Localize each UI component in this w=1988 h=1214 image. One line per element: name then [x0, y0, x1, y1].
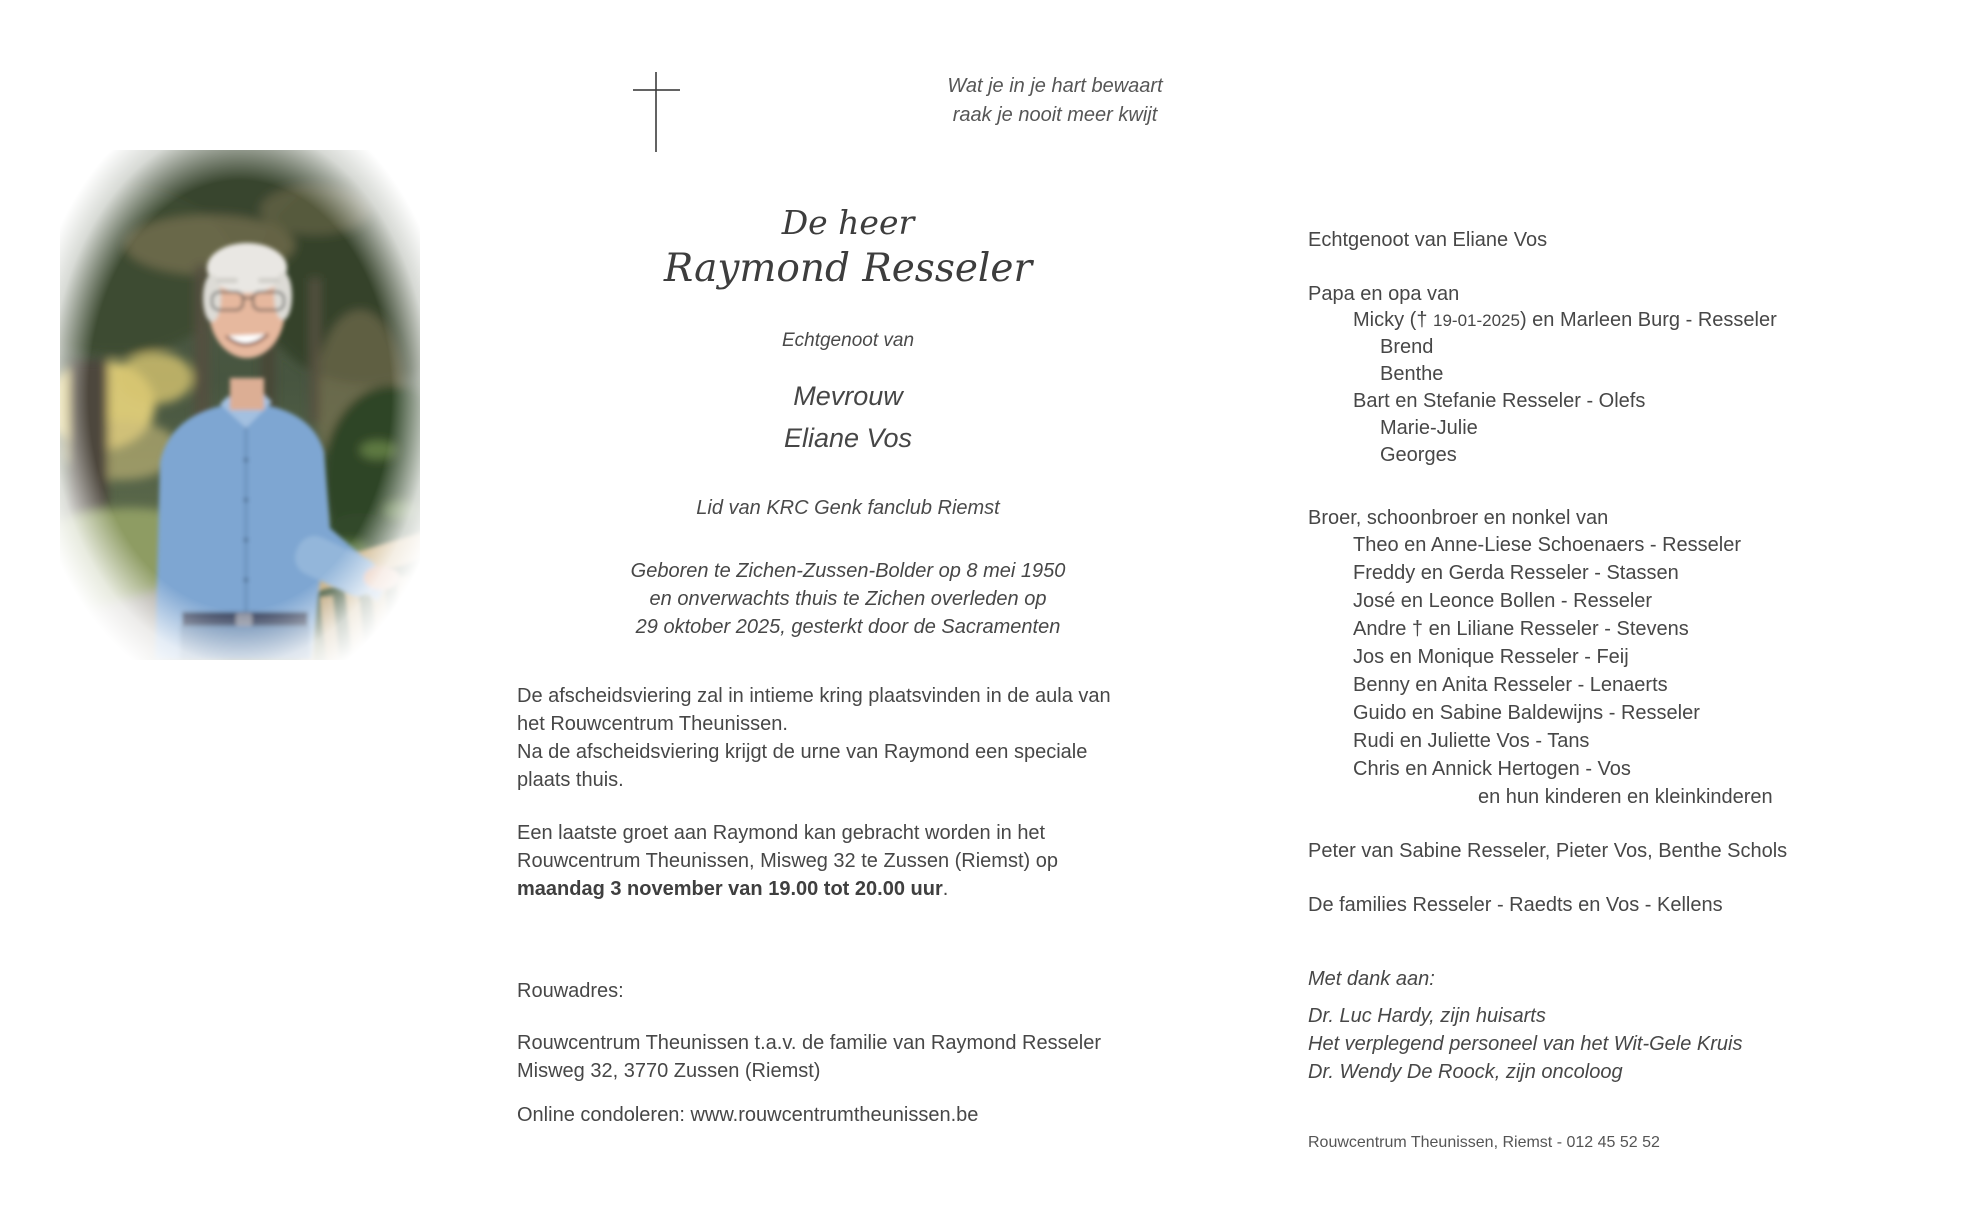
- life-line: 29 oktober 2025, gesterkt door de Sacramenten: [635, 616, 1061, 638]
- spouse-intro: Echtgenoot van: [781, 330, 915, 351]
- membership-line: Lid van KRC Genk fanclub Riemst: [696, 497, 1000, 519]
- spouse-of-line: Echtgenoot van Eliane Vos: [1308, 229, 1548, 251]
- sibling-row: Guido en Sabine Baldewijns - Resseler: [1353, 702, 1700, 724]
- thanks-header: Met dank aan:: [1308, 968, 1435, 990]
- child-name-suffix: ) en Marleen Burg - Resseler: [1519, 309, 1777, 331]
- child-row: Bart en Stefanie Resseler - Olefs: [1353, 390, 1646, 412]
- deceased-salutation: De heer: [781, 203, 915, 242]
- memorial-quote: [880, 72, 1230, 130]
- visitation-datetime-line: [517, 875, 1177, 903]
- visitation-period: .: [942, 878, 949, 900]
- service-line: plaats thuis.: [517, 769, 624, 791]
- child-row-micky: [1308, 307, 1978, 334]
- grandchild-row: Brend: [1380, 336, 1434, 358]
- service-line: het Rouwcentrum Theunissen.: [517, 713, 788, 735]
- sibling-row: Benny en Anita Resseler - Lenaerts: [1353, 674, 1668, 696]
- deceased-name: Raymond Resseler: [663, 246, 1033, 291]
- life-line: Geboren te Zichen-Zussen-Bolder op 8 mei 1950: [630, 560, 1066, 582]
- visitation-datetime: maandag 3 november van 19.00 tot 20.00 uur: [517, 878, 943, 900]
- sibling-row: Rudi en Juliette Vos - Tans: [1353, 730, 1590, 752]
- sibling-row: Jos en Monique Resseler - Feij: [1353, 646, 1629, 668]
- children-list: [1308, 307, 1978, 469]
- life-dates-block: [520, 557, 1176, 641]
- siblings-list: [1308, 531, 1978, 811]
- sibling-row: Chris en Annick Hertogen - Vos: [1353, 758, 1631, 780]
- portrait-photo: [60, 150, 420, 660]
- grandchild-row: Marie-Julie: [1380, 417, 1478, 439]
- visitation-paragraph: [517, 819, 1177, 903]
- service-paragraph: [517, 682, 1177, 794]
- children-header: Papa en opa van: [1308, 283, 1460, 305]
- thanks-line: Het verplegend personeel van het Wit-Gele Kruis: [1308, 1033, 1743, 1055]
- siblings-header: Broer, schoonbroer en nonkel van: [1308, 507, 1609, 529]
- sibling-row: Freddy en Gerda Resseler - Stassen: [1353, 562, 1679, 584]
- godchild-line: Peter van Sabine Resseler, Pieter Vos, Benthe Schols: [1308, 840, 1788, 862]
- families-line: De families Resseler - Raedts en Vos - Kellens: [1308, 894, 1723, 916]
- grandchild-row: Benthe: [1380, 363, 1444, 385]
- grandchild-row: Georges: [1380, 444, 1457, 466]
- visitation-line: Een laatste groet aan Raymond kan gebracht worden in het: [517, 822, 1046, 844]
- mourning-address-line: Rouwcentrum Theunissen t.a.v. de familie van Raymond Resseler: [517, 1032, 1101, 1054]
- quote-line-2: raak je nooit meer kwijt: [952, 104, 1158, 126]
- service-line: De afscheidsviering zal in intieme kring plaatsvinden in de aula van: [517, 685, 1111, 707]
- thanks-list: [1308, 1002, 1978, 1086]
- service-line: Na de afscheidsviering krijgt de urne van Raymond een speciale: [517, 741, 1088, 763]
- sibling-row: Theo en Anne-Liese Schoenaers - Resseler: [1353, 534, 1742, 556]
- online-condolence-line: Online condoleren: www.rouwcentrumtheunissen.be: [517, 1104, 979, 1126]
- spouse-salutation: Mevrouw: [793, 381, 903, 411]
- funeral-home-footer: Rouwcentrum Theunissen, Riemst - 012 45 52 52: [1308, 1134, 1660, 1151]
- life-line: en onverwachts thuis te Zichen overleden op: [649, 588, 1047, 610]
- spouse-name: Eliane Vos: [783, 423, 913, 453]
- child-death-date: 19-01-2025: [1433, 311, 1520, 330]
- child-name-prefix: Micky (†: [1353, 309, 1433, 331]
- mourning-address-line: Misweg 32, 3770 Zussen (Riemst): [517, 1060, 821, 1082]
- siblings-footer-line: en hun kinderen en kleinkinderen: [1478, 786, 1773, 808]
- sibling-row: Andre † en Liliane Resseler - Stevens: [1353, 618, 1689, 640]
- visitation-line: Rouwcentrum Theunissen, Misweg 32 te Zussen (Riemst) op: [517, 850, 1058, 872]
- thanks-line: Dr. Luc Hardy, zijn huisarts: [1308, 1005, 1546, 1027]
- mourning-address-block: [517, 1029, 1177, 1085]
- mourning-address-label: Rouwadres:: [517, 980, 624, 1002]
- quote-line-1: Wat je in je hart bewaart: [947, 75, 1163, 97]
- thanks-line: Dr. Wendy De Roock, zijn oncoloog: [1308, 1061, 1623, 1083]
- sibling-row: José en Leonce Bollen - Resseler: [1353, 590, 1653, 612]
